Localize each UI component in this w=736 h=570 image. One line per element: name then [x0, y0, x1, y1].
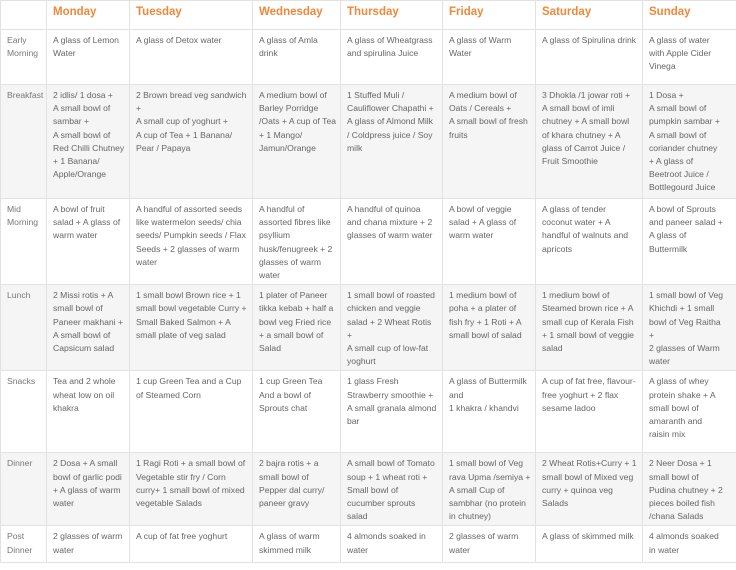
- header-day: Saturday: [536, 1, 643, 30]
- header-blank: [1, 1, 47, 30]
- table-row: [1, 371, 736, 453]
- meal-cell: A glass of Lemon Water: [47, 30, 130, 85]
- header-day: Wednesday: [253, 1, 341, 30]
- meal-cell: A handful of assorted seeds like watermelon seeds/ chia seeds/ Pumpkin seeds / Flax Seeds + 2 glasses of warm water: [130, 199, 253, 285]
- meal-cell: 4 almonds soaked in water: [643, 526, 736, 563]
- meal-cell: 1 glass Fresh Strawberry smoothie + A small granala almond bar: [341, 371, 443, 453]
- meal-slot-label: Lunch: [1, 285, 47, 371]
- meal-cell: 1 small bowl of Veg Khichdi + 1 small bowl of Veg Raitha + 2 glasses of Warm water: [643, 285, 736, 371]
- meal-cell: A bowl of Sprouts and paneer salad + A glass of Buttermilk: [643, 199, 736, 285]
- table-row: [1, 285, 736, 371]
- meal-cell: A glass of Wheatgrass and spirulina Juice: [341, 30, 443, 85]
- meal-cell: 1 small bowl of roasted chicken and veggie salad + 2 Wheat Rotis + A small cup of low-fat yoghurt: [341, 285, 443, 371]
- meal-cell: 1 small bowl of Veg rava Upma /semiya + A small Cup of sambhar (no protein in chutney): [443, 453, 536, 526]
- meal-cell: A glass of warm skimmed milk: [253, 526, 341, 563]
- meal-cell: A glass of skimmed milk: [536, 526, 643, 563]
- header-row: [1, 1, 736, 30]
- meal-cell: Tea and 2 whole wheat low on oil khakra: [47, 371, 130, 453]
- meal-cell: A medium bowl of Oats / Cereals + A small bowl of fresh fruits: [443, 85, 536, 199]
- meal-cell: 2 glasses of warm water: [443, 526, 536, 563]
- meal-slot-label: Breakfast: [1, 85, 47, 199]
- meal-cell: A glass of Spirulina drink: [536, 30, 643, 85]
- meal-slot-label: Snacks: [1, 371, 47, 453]
- meal-cell: A glass of Amla drink: [253, 30, 341, 85]
- meal-cell: A glass of Detox water: [130, 30, 253, 85]
- meal-cell: 1 Stuffed Muli / Cauliflower Chapathi + A glass of Almond Milk / Coldpress juice / Soy milk: [341, 85, 443, 199]
- header-day: Monday: [47, 1, 130, 30]
- table-row: [1, 526, 736, 563]
- meal-cell: A bowl of fruit salad + A glass of warm water: [47, 199, 130, 285]
- meal-cell: 1 medium bowl of Steamed brown rice + A small cup of Kerala Fish + 1 small bowl of veggie salad: [536, 285, 643, 371]
- meal-cell: A glass of Buttermilk and 1 khakra / khandvi: [443, 371, 536, 453]
- header-day: Sunday: [643, 1, 736, 30]
- meal-cell: A handful of assorted fibres like psyllium husk/fenugreek + 2 glasses of warm water: [253, 199, 341, 285]
- meal-cell: 1 small bowl Brown rice + 1 small bowl vegetable Curry + Small Baked Salmon + A small plate of veg salad: [130, 285, 253, 371]
- header-day: Thursday: [341, 1, 443, 30]
- meal-cell: A handful of quinoa and chana mixture + 2 glasses of warm water: [341, 199, 443, 285]
- meal-cell: A glass of water with Apple Cider Vinega: [643, 30, 736, 85]
- meal-cell: 2 Missi rotis + A small bowl of Paneer makhani + A small bowl of Capsicum salad: [47, 285, 130, 371]
- meal-cell: 2 bajra rotis + a small bowl of Pepper dal curry/ paneer gravy: [253, 453, 341, 526]
- meal-cell: A glass of tender coconut water + A handful of walnuts and apricots: [536, 199, 643, 285]
- header-day: Friday: [443, 1, 536, 30]
- meal-cell: 2 Dosa + A small bowl of garlic podi + A glass of warm water: [47, 453, 130, 526]
- meal-cell: 4 almonds soaked in water: [341, 526, 443, 563]
- meal-cell: 1 medium bowl of poha + a plater of fish fry + 1 Roti + A small bowl of salad: [443, 285, 536, 371]
- meal-cell: A glass of whey protein shake + A small bowl of amaranth and raisin mix: [643, 371, 736, 453]
- meal-cell: 1 Dosa + A small bowl of pumpkin sambar + A small bowl of coriander chutney + A glass of Beetroot Juice / Bottlegourd Juice: [643, 85, 736, 199]
- meal-slot-label: Post Dinner: [1, 526, 47, 563]
- meal-cell: 1 cup Green Tea and a Cup of Steamed Corn: [130, 371, 253, 453]
- meal-cell: A cup of fat free, flavour- free yoghurt + 2 flax sesame ladoo: [536, 371, 643, 453]
- table-row: [1, 30, 736, 85]
- meal-cell: A bowl of veggie salad + A glass of warm water: [443, 199, 536, 285]
- meal-cell: 3 Dhokla /1 jowar roti + A small bowl of imli chutney + A small bowl of khara chutney + A glass of Carrot Juice / Fruit Smoothie: [536, 85, 643, 199]
- meal-slot-label: Mid Morning: [1, 199, 47, 285]
- meal-cell: 1 cup Green Tea And a bowl of Sprouts chat: [253, 371, 341, 453]
- meal-slot-label: Early Morning: [1, 30, 47, 85]
- meal-cell: 2 glasses of warm water: [47, 526, 130, 563]
- meal-cell: A medium bowl of Barley Porridge /Oats + A cup of Tea + 1 Mango/ Jamun/Orange: [253, 85, 341, 199]
- meal-cell: A glass of Warm Water: [443, 30, 536, 85]
- meal-cell: 1 Ragi Roti + a small bowl of Vegetable stir fry / Corn curry+ 1 small bowl of mixed vegetable Salads: [130, 453, 253, 526]
- table-row: [1, 199, 736, 285]
- meal-cell: 2 Brown bread veg sandwich + A small cup of yoghurt + A cup of Tea + 1 Banana/ Pear / Papaya: [130, 85, 253, 199]
- meal-cell: 2 Neer Dosa + 1 small bowl of Pudina chutney + 2 pieces boiled fish /chana Salads: [643, 453, 736, 526]
- table-row: [1, 85, 736, 199]
- meal-cell: 2 Wheat Rotis+Curry + 1 small bowl of Mixed veg curry + quinoa veg Salads: [536, 453, 643, 526]
- header-day: Tuesday: [130, 1, 253, 30]
- meal-cell: A cup of fat free yoghurt: [130, 526, 253, 563]
- meal-cell: 1 plater of Paneer tikka kebab + half a bowl veg Fried rice + a small bowl of Salad: [253, 285, 341, 371]
- meal-cell: A small bowl of Tomato soup + 1 wheat roti + Small bowl of cucumber sprouts salad: [341, 453, 443, 526]
- meal-cell: 2 idlis/ 1 dosa + A small bowl of sambar + A small bowl of Red Chilli Chutney + 1 Banana/ Apple/Orange: [47, 85, 130, 199]
- table-row: [1, 453, 736, 526]
- meal-slot-label: Dinner: [1, 453, 47, 526]
